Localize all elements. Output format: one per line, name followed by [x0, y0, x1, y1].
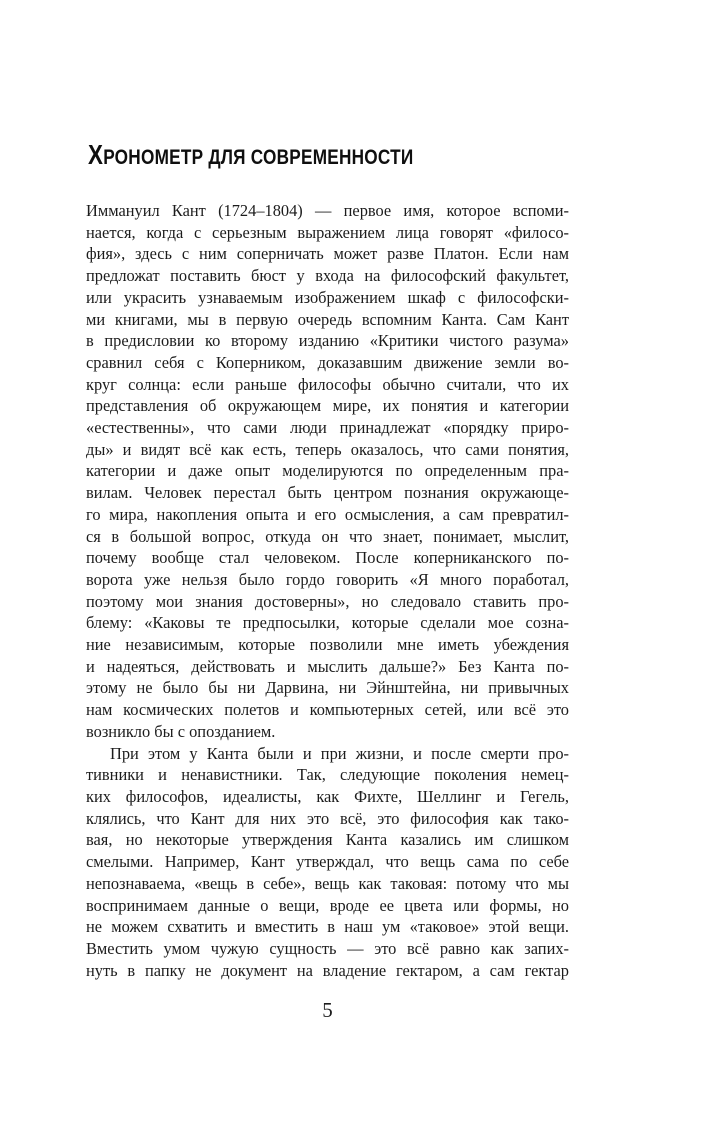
- page-number: 5: [322, 998, 333, 1022]
- text-line: нуть в папку не документ на владение гектаром, а сам гектар: [86, 960, 569, 980]
- text-line: возникло бы с опозданием.: [86, 721, 276, 741]
- text-line: тивники и ненавистники. Так, следующие поколения немец-: [86, 765, 569, 785]
- text-line: и надеяться, действовать и мыслить дальше?» Без Канта по-: [86, 656, 569, 676]
- text-line: вилам. Человек перестал быть центром познания окружающе-: [86, 483, 569, 503]
- text-line: блему: «Каковы те предпосылки, которые сделали мое созна-: [86, 613, 569, 633]
- text-line: или украсить узнаваемым изображением шкаф с философски-: [86, 287, 569, 307]
- chapter-title-rest: РОНОМЕТР ДЛЯ СОВРЕМЕННОСТИ: [103, 145, 414, 169]
- text-line: категории и даже опыт моделируются по определенным пра-: [86, 461, 569, 481]
- text-line: в предисловии ко второму изданию «Критики чистого разума»: [86, 331, 569, 351]
- text-line: нам космических полетов и компьютерных сетей, или всё это: [86, 700, 569, 720]
- text-line: представления об окружающем мире, их понятия и категории: [86, 396, 569, 416]
- text-line: смелыми. Например, Кант утверждал, что вещь сама по себе: [86, 852, 569, 872]
- chapter-title: [88, 139, 414, 171]
- text-line: ворота уже нельзя было гордо говорить «Я много поработал,: [86, 569, 569, 589]
- text-line: го мира, накопления опыта и его осмысления, а сам превратил-: [86, 504, 569, 524]
- text-line: фия», здесь с ним соперничать может разве Платон. Если нам: [86, 244, 569, 264]
- text-line: Вместить умом чужую сущность — это всё равно как запих-: [86, 938, 569, 958]
- body-text: [86, 200, 569, 981]
- text-line: предложат поставить бюст у входа на философский факультет,: [86, 266, 569, 286]
- text-line: клялись, что Кант для них это всё, это философия как тако-: [86, 808, 569, 828]
- text-line: почему вообще стал человеком. После коперниканского по-: [86, 548, 569, 568]
- text-line: поэтому мои знания достоверны», но следовало ставить про-: [86, 591, 569, 611]
- text-line: этому не было бы ни Дарвина, ни Эйнштейна, ни привычных: [86, 678, 569, 698]
- text-line: воспринимаем данные о вещи, вроде ее цвета или формы, но: [86, 895, 569, 915]
- text-line: ние независимым, которые позволили мне иметь убеждения: [86, 635, 569, 655]
- text-line: нается, когда с серьезным выражением лица говорят «филосо-: [86, 222, 569, 242]
- text-line: вая, но некоторые утверждения Канта казались им слишком: [86, 830, 569, 850]
- text-line: ся в большой вопрос, откуда он что знает, понимает, мыслит,: [86, 526, 569, 546]
- text-line: непознаваема, «вещь в себе», вещь как таковая: потому что мы: [86, 873, 569, 893]
- text-line: При этом у Канта были и при жизни, и после смерти про-: [110, 743, 569, 763]
- text-line: сравнил себя с Коперником, доказавшим движение земли во-: [86, 352, 569, 372]
- text-line: ми книгами, мы в первую очередь вспомним Канта. Сам Кант: [86, 309, 569, 329]
- text-line: не можем схватить и вместить в наш ум «таковое» этой вещи.: [86, 917, 569, 937]
- text-line: ких философов, идеалисты, как Фихте, Шеллинг и Гегель,: [86, 786, 569, 806]
- text-line: Иммануил Кант (1724–1804) — первое имя, которое вспоми-: [86, 201, 569, 220]
- text-line: «естественны», что сами люди принадлежат «порядку приро-: [86, 418, 569, 438]
- chapter-title-initial: Х: [88, 139, 104, 170]
- text-line: круг солнца: если раньше философы обычно считали, что их: [86, 374, 569, 394]
- text-line: ды» и видят всё как есть, теперь оказалось, что сами понятия,: [86, 439, 569, 459]
